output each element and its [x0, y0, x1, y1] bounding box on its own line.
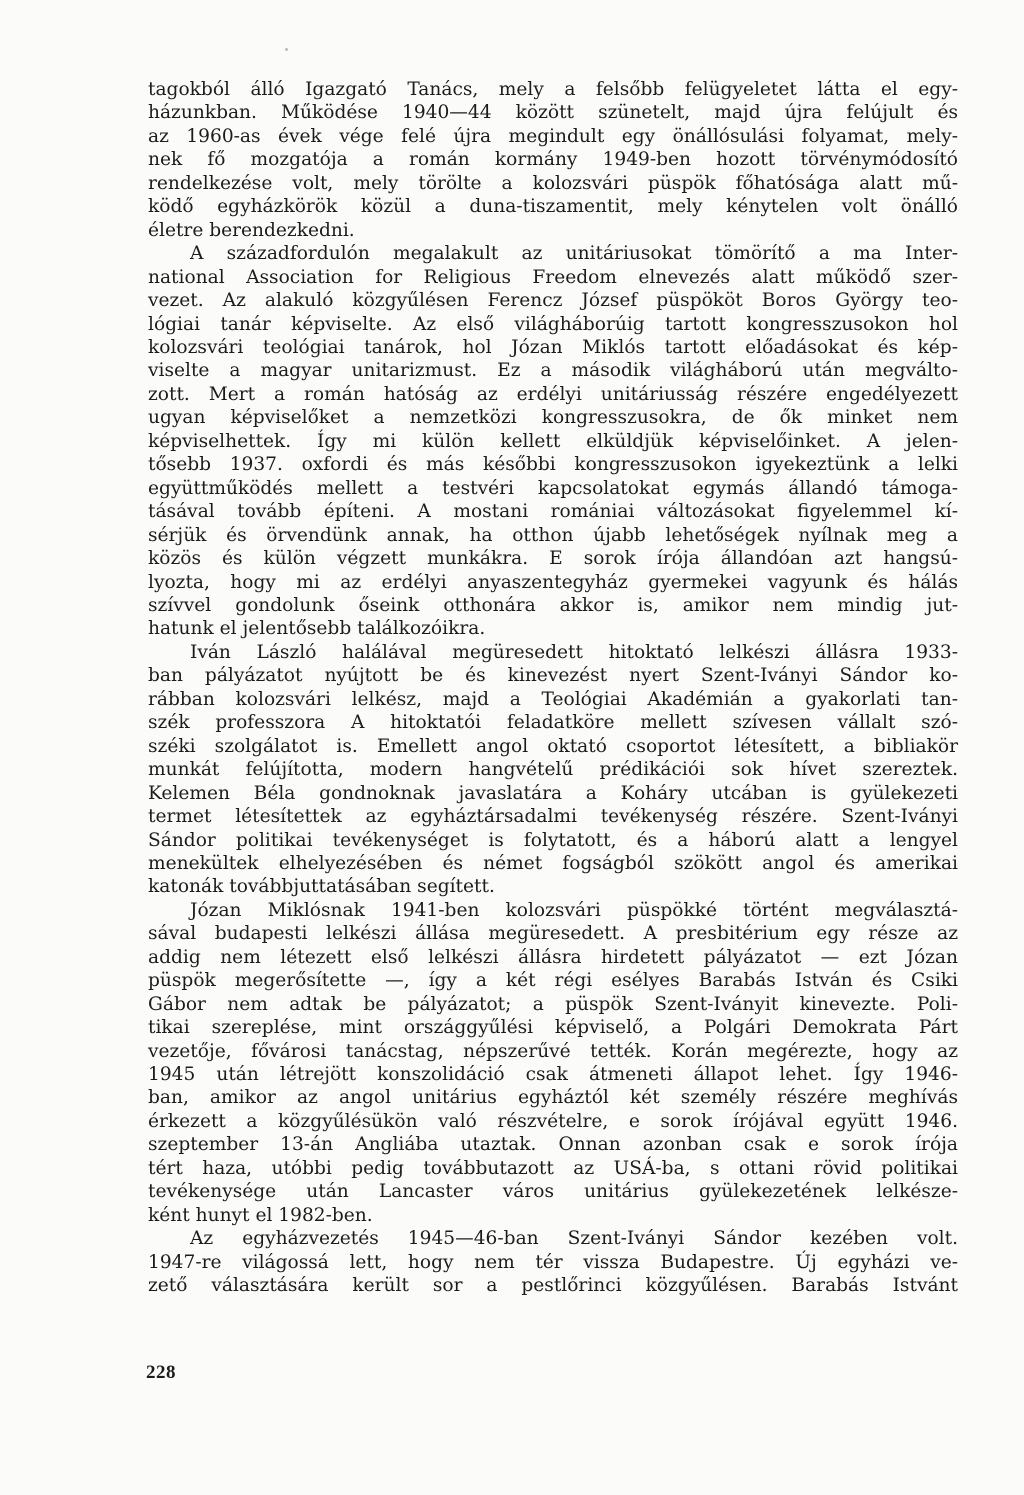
- paragraph-3: [148, 641, 958, 899]
- text-line: rendelkezése volt, mely törölte a kolozsvári püspök főhatósága alatt mű-: [148, 172, 958, 194]
- body-text: [148, 78, 958, 1298]
- text-line: közös és külön végzett munkákra. E sorok írója állandóan azt hangsú-: [148, 548, 958, 570]
- text-line: termet létesítettek az egyháztársadalmi tevékenység részére. Szent-Iványi: [148, 806, 958, 828]
- text-line: ködő egyházkörök közül a duna-tiszamentit, mely kénytelen volt önálló: [148, 196, 958, 218]
- text-line: vezetője, fővárosi tanácstag, népszerűvé tették. Korán megérezte, hogy az: [148, 1040, 958, 1062]
- text-line: házunkban. Működése 1940—44 között szünetelt, majd újra felújult és: [148, 102, 958, 124]
- text-line: sérjük és örvendünk annak, ha otthon újabb lehetőségek nyílnak meg a: [148, 524, 958, 546]
- text-line: szívvel gondolunk őseink otthonára akkor is, amikor nem mindig jut-: [148, 594, 958, 616]
- text-line: vezet. Az alakuló közgyűlésen Ferencz József püspököt Boros György teo-: [148, 290, 958, 312]
- print-speck: [285, 48, 288, 51]
- text-line: nek fő mozgatója a román kormány 1949-ben hozott törvénymódosító: [148, 149, 958, 171]
- text-line: szék professzora A hitoktatói feladatköre mellett szívesen vállalt szó-: [148, 712, 958, 734]
- text-line: püspök megerősítette —, így a két régi esélyes Barabás István és Csiki: [148, 970, 958, 992]
- text-line: 1945 után létrejött konszolidáció csak átmeneti állapot lehet. Így 1946-: [148, 1064, 958, 1086]
- text-line: tevékenysége után Lancaster város unitárius gyülekezetének lelkésze-: [148, 1181, 958, 1203]
- text-line: katonák továbbjuttatásában segített.: [148, 876, 495, 898]
- text-line: 1947-re világossá lett, hogy nem tér vissza Budapestre. Új egyházi ve-: [148, 1251, 958, 1273]
- text-line: Józan Miklósnak 1941-ben kolozsvári püspökké történt megválasztá-: [190, 899, 958, 921]
- text-line: munkát felújította, modern hangvételű prédikációi sok hívet szereztek.: [148, 759, 958, 781]
- text-line: menekültek elhelyezésében és német fogságból szökött angol és amerikai: [148, 852, 958, 874]
- text-line: életre berendezkedni.: [148, 219, 355, 241]
- paragraph-2: [148, 242, 958, 641]
- paragraph-5: [148, 1227, 958, 1297]
- text-line: zott. Mert a román hatóság az erdélyi unitáriusság részére engedélyezett: [148, 383, 958, 405]
- text-line: az 1960-as évek vége felé újra megindult egy önállósulási folyamat, mely-: [148, 125, 958, 147]
- text-line: ugyan képviselőket a nemzetközi kongresszusokra, de ők minket nem: [148, 407, 958, 429]
- text-line: tásával tovább építeni. A mostani romániai változásokat figyelemmel kí-: [148, 501, 958, 523]
- text-line: ban, amikor az angol unitárius egyháztól két személy részére meghívás: [148, 1087, 958, 1109]
- text-line: hatunk el jelentősebb találkozóikra.: [148, 618, 486, 640]
- text-line: national Association for Religious Freedom elnevezés alatt működő szer-: [148, 266, 958, 288]
- text-line: szeptember 13-án Angliába utaztak. Onnan azonban csak e sorok írója: [148, 1134, 958, 1156]
- text-line: lyozta, hogy mi az erdélyi anyaszentegyház gyermekei vagyunk és hálás: [148, 571, 958, 593]
- text-line: viselte a magyar unitarizmust. Ez a második világháború után megválto-: [148, 360, 958, 382]
- text-line: képviselhettek. Így mi külön kellett elküldjük képviselőinket. A jelen-: [148, 430, 958, 452]
- paragraph-1: [148, 78, 958, 242]
- text-line: ként hunyt el 1982-ben.: [148, 1204, 373, 1226]
- text-line: együttműködés mellett a testvéri kapcsolatokat egymás állandó támoga-: [148, 477, 958, 499]
- paragraph-4: [148, 899, 958, 1227]
- text-line: Sándor politikai tevékenységet is folytatott, és a háború alatt a lengyel: [148, 829, 958, 851]
- text-line: tikai szereplése, mint országgyűlési képviselő, a Polgári Demokrata Párt: [148, 1017, 958, 1039]
- text-line: tősebb 1937. oxfordi és más későbbi kongresszusokon igyekeztünk a lelki: [148, 454, 958, 476]
- text-line: tért haza, utóbbi pedig továbbutazott az USÁ-ba, s ottani rövid politikai: [148, 1157, 958, 1179]
- text-line: rábban kolozsvári lelkész, majd a Teológiai Akadémián a gyakorlati tan-: [148, 688, 958, 710]
- text-line: érkezett a közgyűlésükön való részvételre, e sorok írójával együtt 1946.: [148, 1110, 958, 1132]
- text-line: addig nem létezett első lelkészi állásra hirdetett pályázatot — ezt Józan: [148, 946, 958, 968]
- page-number: 228: [146, 1362, 176, 1383]
- text-line: Gábor nem adtak be pályázatot; a püspök Szent-Iványit kinevezte. Poli-: [148, 993, 958, 1015]
- text-line: Kelemen Béla gondnoknak javaslatára a Koháry utcában is gyülekezeti: [148, 782, 958, 804]
- text-line: Iván László halálával megüresedett hitoktató lelkészi állásra 1933-: [190, 641, 958, 663]
- text-line: zető választására került sor a pestlőrinci közgyűlésen. Barabás Istvánt: [148, 1275, 958, 1297]
- text-line: kolozsvári teológiai tanárok, hol Józan Miklós tartott előadásokat és kép-: [148, 336, 958, 358]
- text-line: Az egyházvezetés 1945—46-ban Szent-Iványi Sándor kezében volt.: [190, 1228, 958, 1250]
- text-line: A századfordulón megalakult az unitáriusokat tömörítő a ma Inter-: [190, 243, 958, 265]
- text-line: széki szolgálatot is. Emellett angol oktató csoportot létesített, a bibliakör: [148, 735, 958, 757]
- text-line: sával budapesti lelkészi állása megüresedett. A presbitérium egy része az: [148, 923, 958, 945]
- text-line: lógiai tanár képviselte. Az első világháborúig tartott kongresszusokon hol: [148, 313, 958, 335]
- text-line: ban pályázatot nyújtott be és kinevezést nyert Szent-Iványi Sándor ko-: [148, 665, 958, 687]
- text-line: tagokból álló Igazgató Tanács, mely a felsőbb felügyeletet látta el egy-: [148, 79, 958, 100]
